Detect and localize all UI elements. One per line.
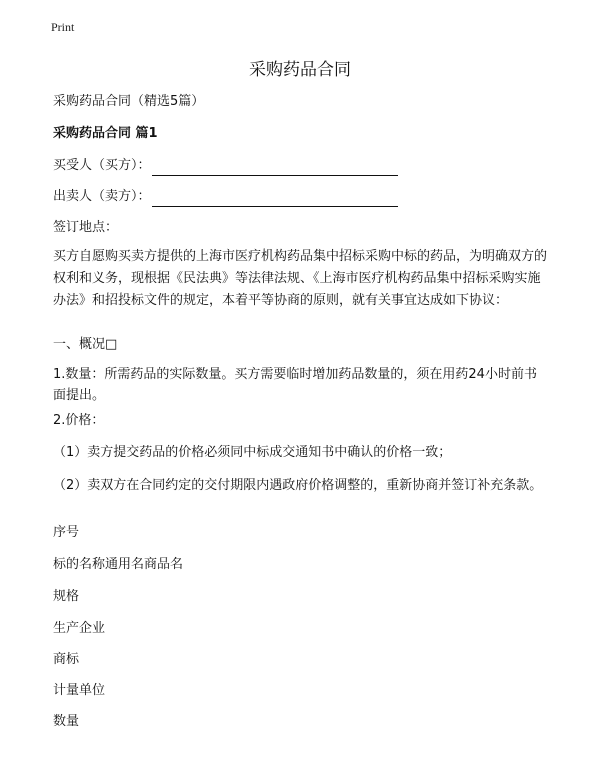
table-field-item: 数量	[53, 714, 80, 729]
table-field-item: 规格	[53, 589, 80, 604]
table-field-item: 计量单位	[53, 683, 106, 698]
document-title: 采购药品合同	[249, 60, 351, 80]
price-clause: 2.价格：	[53, 413, 105, 428]
table-field-item: 序号	[53, 525, 80, 540]
table-field-item: 生产企业	[53, 621, 106, 636]
intro-paragraph: 买方自愿购买卖方提供的上海市医疗机构药品集中招标采购中标的药品，为明确双方的权利和义务，现根据《民法典》等法律法规、《上海市医疗机构药品集中招标采购实施办法》和招投标文件的规定，本着平等协商的原则，就有关事宜达成如下协议：	[53, 249, 548, 308]
price-subclause-1: （1）卖方提交药品的价格必须同中标成交通知书中确认的价格一致；	[53, 445, 452, 460]
overview-heading: 一、概况□	[53, 337, 118, 352]
buyer-field	[53, 156, 398, 176]
seller-label: 出卖人（卖方）：	[53, 189, 151, 204]
seller-blank-line	[152, 188, 398, 207]
print-link[interactable]: Print	[51, 20, 75, 34]
location-label: 签订地点：	[53, 220, 119, 235]
table-field-item: 商标	[53, 652, 80, 667]
buyer-label: 买受人（买方）：	[53, 158, 151, 173]
table-field-item: 标的名称通用名商品名	[53, 557, 184, 572]
document-subtitle: 采购药品合同（精选5篇）	[53, 94, 205, 109]
seller-field	[53, 187, 398, 207]
price-subclause-2: （2）卖双方在合同约定的交付期限内遇政府价格调整的，重新协商并签订补充条款。	[53, 478, 543, 493]
quantity-clause: 1.数量：所需药品的实际数量。买方需要临时增加药品数量的，须在用药24小时前书面提出。	[53, 367, 537, 403]
location-field	[53, 218, 118, 238]
buyer-blank-line	[152, 157, 398, 176]
section-heading: 采购药品合同 篇1	[53, 126, 158, 141]
